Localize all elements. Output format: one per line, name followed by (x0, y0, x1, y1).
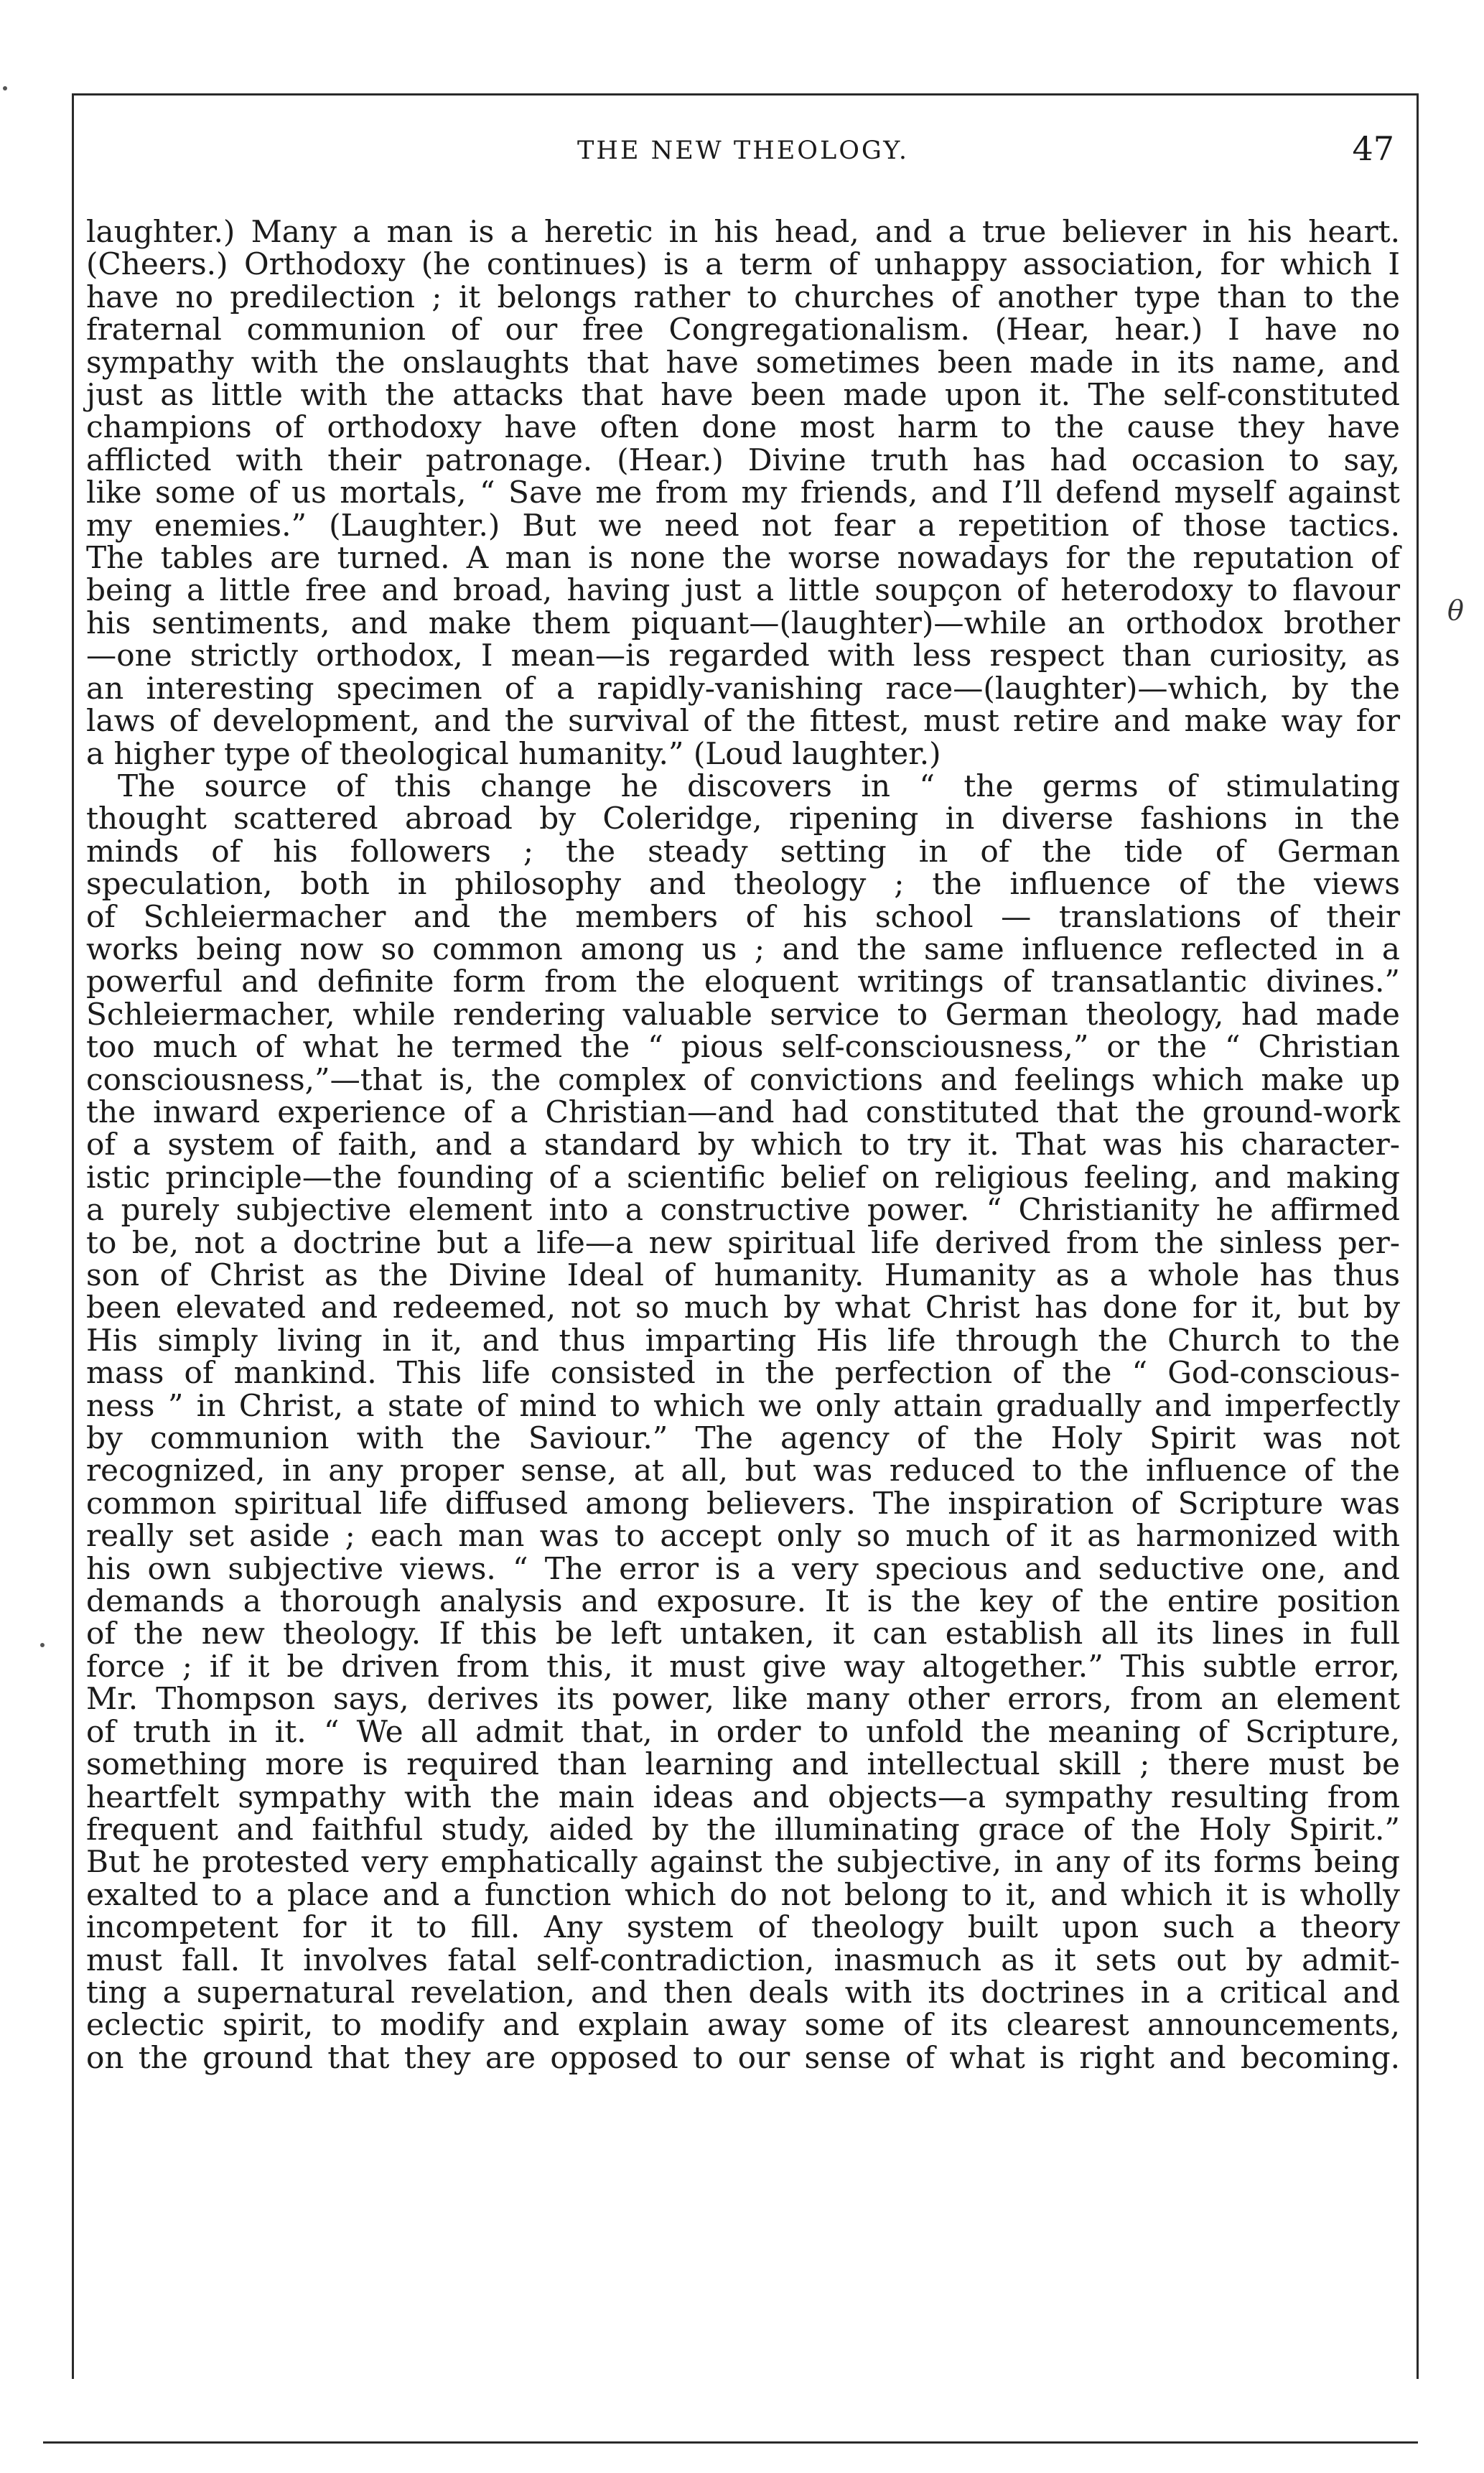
text-line: champions of orthodoxy have often done most harm to the cause they have (86, 409, 1400, 445)
page-number: 47 (1352, 129, 1394, 168)
text-line: like some of us mortals, “ Save me from my friends, and I’ll defend myself against (86, 475, 1400, 511)
text-line: frequent and faithful study, aided by the illuminating grace of the Holy Spirit.” (86, 1811, 1400, 1847)
text-line: speculation, both in philosophy and theology ; the influence of the views (86, 866, 1400, 902)
text-line: Mr. Thompson says, derives its power, like many other errors, from an element (86, 1681, 1400, 1717)
page-header (86, 129, 1400, 180)
text-line: exalted to a place and a function which do not belong to it, and which it is wholly (86, 1876, 1400, 1912)
text-line: son of Christ as the Divine Ideal of humanity. Humanity as a whole has thus (86, 1257, 1400, 1293)
text-line: incompetent for it to fill. Any system of theology built upon such a theory (86, 1909, 1400, 1945)
text-line: his own subjective views. “ The error is a very specious and seductive one, and (86, 1550, 1400, 1586)
text-line: ting a supernatural revelation, and then deals with its doctrines in a critical and (86, 1974, 1400, 2010)
text-line: been elevated and redeemed, not so much by what Christ has done for it, but by (86, 1290, 1400, 1326)
text-line: a higher type of theological humanity.” (Loud laughter.) (86, 735, 941, 771)
text-line: have no predilection ; it belongs rather to churches of another type than to the (86, 279, 1400, 315)
text-line: —one strictly orthodox, I mean—is regarded with less respect than curiosity, as (86, 638, 1400, 674)
margin-mark: θ (1447, 595, 1464, 626)
text-line: powerful and definite form from the eloquent writings of transatlantic divines.” (86, 964, 1400, 1000)
text-line: of the new theology. If this be left untaken, it can establish all its lines in full (86, 1616, 1400, 1652)
text-line: laughter.) Many a man is a heretic in his head, and a true believer in his heart. (86, 214, 1400, 249)
body-text (86, 215, 1400, 2074)
text-line: an interesting specimen of a rapidly-vanishing race—(laughter)—which, by the (86, 670, 1400, 706)
text-line: sympathy with the onslaughts that have sometimes been made in its name, and (86, 344, 1400, 380)
text-line: just as little with the attacks that have been made upon it. The self-constituted (86, 377, 1400, 413)
text-line: The source of this change he discovers in “ the germs of stimulating (118, 768, 1400, 804)
text-line: heartfelt sympathy with the main ideas and objects—a sympathy resulting from (86, 1779, 1400, 1815)
text-line: (Cheers.) Orthodoxy (he continues) is a term of unhappy association, for which I (86, 246, 1400, 282)
text-line: thought scattered abroad by Coleridge, ripening in diverse fashions in the (86, 801, 1400, 837)
text-line: laws of development, and the survival of the fittest, must retire and make way for (86, 703, 1400, 739)
text-line: eclectic spirit, to modify and explain away some of its clearest announcements, (86, 2007, 1400, 2043)
text-line: something more is required than learning and intellectual skill ; there must be (86, 1746, 1400, 1782)
text-line: his sentiments, and make them piquant—(laughter)—while an orthodox brother (86, 605, 1400, 641)
text-line: demands a thorough analysis and exposure. It is the key of the entire position (86, 1583, 1400, 1619)
text-line: His simply living in it, and thus imparting His life through the Church to the (86, 1322, 1400, 1358)
text-line: istic principle—the founding of a scientific belief on religious feeling, and making (86, 1159, 1400, 1195)
text-line: of Schleiermacher and the members of his school — translations of their (86, 898, 1400, 934)
text-line: minds of his followers ; the steady setting in of the tide of German (86, 833, 1400, 869)
text-line: of truth in it. “ We all admit that, in order to unfold the meaning of Scripture, (86, 1713, 1400, 1749)
text-line: of a system of faith, and a standard by which to try it. That was his character- (86, 1127, 1400, 1163)
text-line: ness ” in Christ, a state of mind to which we only attain gradually and imperfectly (86, 1387, 1400, 1423)
text-line: consciousness,”—that is, the complex of convictions and feelings which make up (86, 1061, 1400, 1097)
print-speck (3, 86, 7, 90)
text-line: a purely subjective element into a constructive power. “ Christianity he affirmed (86, 1192, 1400, 1228)
running-head: THE NEW THEOLOGY. (577, 136, 909, 165)
text-line: must fall. It involves fatal self-contradiction, inasmuch as it sets out by admit- (86, 1942, 1400, 1978)
text-line: force ; if it be driven from this, it must give way altogether.” This subtle error, (86, 1648, 1400, 1684)
text-line: fraternal communion of our free Congregationalism. (Hear, hear.) I have no (86, 312, 1400, 348)
text-line: on the ground that they are opposed to our sense of what is right and becoming. (86, 2039, 1400, 2075)
text-line: to be, not a doctrine but a life—a new spiritual life derived from the sinless per- (86, 1224, 1400, 1260)
print-speck (40, 1643, 45, 1647)
text-line: Schleiermacher, while rendering valuable service to German theology, had made (86, 996, 1400, 1032)
text-line: by communion with the Saviour.” The agency of the Holy Spirit was not (86, 1420, 1400, 1456)
text-line: really set aside ; each man was to accept only so much of it as harmonized with (86, 1518, 1400, 1554)
text-line: recognized, in any proper sense, at all, but was reduced to the influence of the (86, 1453, 1400, 1489)
text-line: works being now so common among us ; and the same influence reflected in a (86, 931, 1400, 967)
text-line: The tables are turned. A man is none the worse nowadays for the reputation of (86, 540, 1400, 576)
text-line: But he protested very emphatically against the subjective, in any of its forms being (86, 1844, 1400, 1880)
text-line: my enemies.” (Laughter.) But we need not fear a repetition of those tactics. (86, 507, 1400, 543)
text-line: being a little free and broad, having just a little soupçon of heterodoxy to flavour (86, 572, 1400, 608)
text-line: too much of what he termed the “ pious self-consciousness,” or the “ Christian (86, 1029, 1400, 1065)
bottom-rule (43, 2441, 1418, 2444)
text-line: common spiritual life diffused among believers. The inspiration of Scripture was (86, 1485, 1400, 1521)
text-line: afflicted with their patronage. (Hear.) Divine truth has had occasion to say, (86, 442, 1400, 478)
text-line: mass of mankind. This life consisted in the perfection of the “ God-conscious- (86, 1355, 1400, 1391)
text-line: the inward experience of a Christian—and had constituted that the ground-work (86, 1094, 1400, 1130)
